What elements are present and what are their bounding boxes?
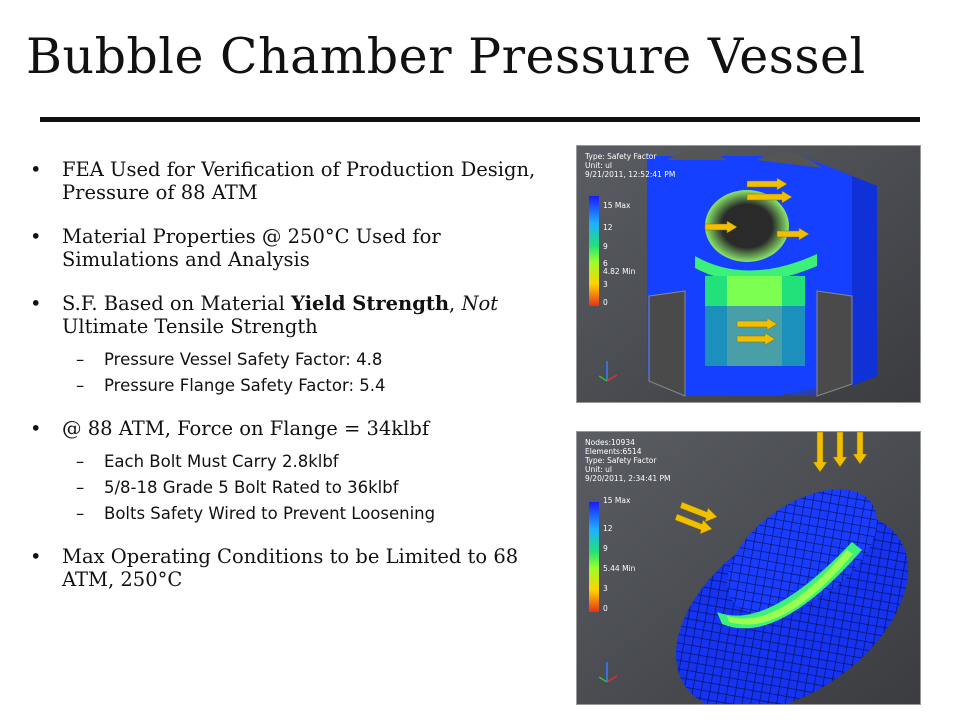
fea-legend-line: Unit: ul: [585, 465, 613, 474]
sub-bullet-text: Pressure Flange Safety Factor: 5.4: [104, 376, 386, 395]
fea-legend-line: Nodes:10934: [585, 438, 635, 447]
scale-label: 5.44 Min: [603, 564, 636, 573]
fea-legend-line: Elements:6514: [585, 447, 642, 456]
scale-label: 15 Max: [603, 201, 631, 210]
fea-legend-line: Type: Safety Factor: [585, 456, 657, 465]
bullet-dot: •: [30, 545, 42, 568]
bullet-dot: •: [30, 292, 42, 315]
title-underline: [40, 117, 920, 122]
scale-label: 3: [603, 584, 608, 593]
bullet-item: [28, 292, 553, 396]
scale-label: 0: [603, 298, 608, 307]
bullet-item: [28, 417, 553, 524]
fea-legend-line: Unit: ul: [585, 161, 613, 170]
sub-bullet-item: [62, 504, 553, 524]
sub-bullet-list: [62, 452, 553, 524]
bullet-dot: •: [30, 417, 42, 440]
flange-fea-image: [576, 431, 921, 705]
fea-legend-text: [585, 438, 671, 483]
bullet-item: [28, 158, 553, 204]
bullet-text: FEA Used for Verification of Production Design, Pressure of 88 ATM: [62, 158, 536, 204]
vessel-fea-image: [576, 145, 921, 403]
bullet-item: [28, 545, 553, 591]
scale-label: 4.82 Min: [603, 267, 636, 276]
bullet-dot: •: [30, 158, 42, 181]
scale-label: 0: [603, 604, 608, 613]
fea-legend-line: 9/20/2011, 2:34:41 PM: [585, 474, 671, 483]
scale-label: 12: [603, 223, 613, 232]
sub-bullet-item: [62, 452, 553, 472]
fea-legend-line: 9/21/2011, 12:52:41 PM: [585, 170, 676, 179]
fea-legend-text: [585, 152, 675, 179]
sub-bullet-item: [62, 350, 553, 370]
sub-bullet-text: Pressure Vessel Safety Factor: 4.8: [104, 350, 383, 369]
sub-bullet-text: Each Bolt Must Carry 2.8klbf: [104, 452, 339, 471]
sub-bullet-text: Bolts Safety Wired to Prevent Loosening: [104, 504, 436, 523]
slide-title: Bubble Chamber Pressure Vessel: [26, 28, 866, 85]
scale-label: 3: [603, 280, 608, 289]
sub-bullet-text: 5/8-18 Grade 5 Bolt Rated to 36klbf: [104, 478, 399, 497]
fea-legend-line: Type: Safety Factor: [585, 152, 657, 161]
scale-label: 9: [603, 544, 608, 553]
bullet-list: [28, 158, 553, 612]
sub-bullet-item: [62, 478, 553, 498]
scale-label: 6: [603, 259, 608, 268]
scale-label: 9: [603, 242, 608, 251]
sub-bullet-dash: –: [76, 376, 85, 395]
sub-bullet-dash: –: [76, 350, 85, 369]
bullet-text: @ 88 ATM, Force on Flange = 34klbf: [62, 417, 430, 440]
sub-bullet-dash: –: [76, 478, 85, 497]
bullet-text: Max Operating Conditions to be Limited to 68 ATM, 250°C: [62, 545, 519, 591]
sub-bullet-list: [62, 350, 553, 396]
scale-label: 15 Max: [603, 496, 631, 505]
sub-bullet-dash: –: [76, 504, 85, 523]
bullet-text: S.F. Based on Material Yield Strength, Not Ultimate Tensile Strength: [62, 292, 499, 338]
bullet-dot: •: [30, 225, 42, 248]
scale-label: 12: [603, 524, 613, 533]
sub-bullet-item: [62, 376, 553, 396]
bullet-item: [28, 225, 553, 271]
sub-bullet-dash: –: [76, 452, 85, 471]
bullet-text: Material Properties @ 250°C Used for Simulations and Analysis: [62, 225, 441, 271]
